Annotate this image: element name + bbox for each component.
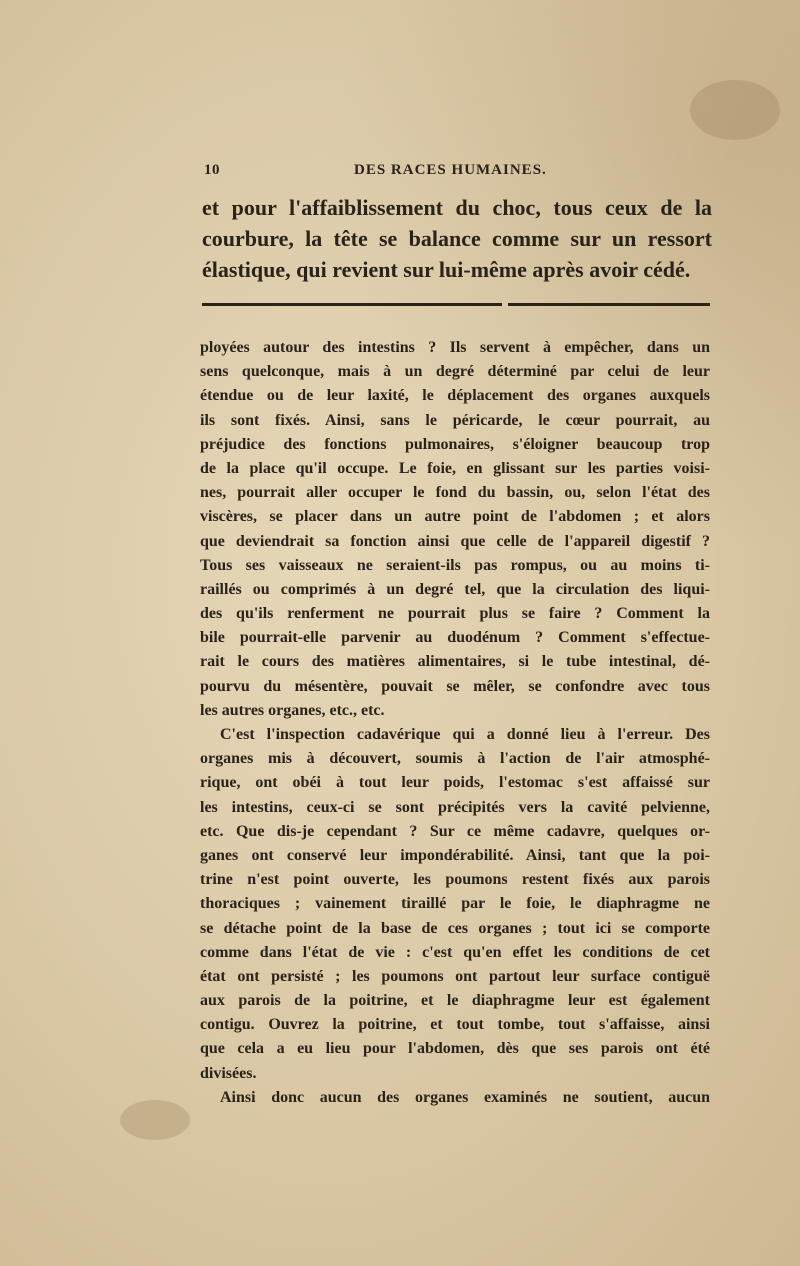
- body-text: [200, 336, 710, 1110]
- text-line: de la place qu'il occupe. Le foie, en glissant sur les parties voisi-: [200, 459, 710, 477]
- text-line: se détache point de la base de ces organes ; tout ici se comporte: [200, 919, 710, 937]
- text-line: courbure, la tête se balance comme sur un ressort: [202, 226, 712, 251]
- text-line: ils sont fixés. Ainsi, sans le péricarde, le cœur pourrait, au: [200, 411, 710, 429]
- section-rule: [202, 303, 710, 309]
- text-line: que cela a eu lieu pour l'abdomen, dès que ses parois ont été: [200, 1040, 710, 1058]
- text-line: les autres organes, etc., etc.: [200, 701, 385, 719]
- text-line: comme dans l'état de vie : c'est qu'en effet les conditions de cet: [200, 943, 710, 961]
- text-line: organes mis à découvert, soumis à l'action de l'air atmosphé-: [200, 750, 710, 768]
- text-line: que deviendrait sa fonction ainsi que celle de l'appareil digestif ?: [200, 532, 710, 550]
- text-line: aux parois de la poitrine, et le diaphragme leur est également: [200, 992, 710, 1010]
- running-title: DES RACES HUMAINES.: [354, 162, 547, 178]
- text-line: ployées autour des intestins ? Ils servent à empêcher, dans un: [200, 339, 710, 356]
- text-line: pourvu du mésentère, pouvait se mêler, se confondre avec tous: [200, 677, 710, 695]
- text-line: état ont persisté ; les poumons ont partout leur surface contiguë: [200, 967, 710, 985]
- page-number: 10: [204, 162, 220, 178]
- text-line: sens quelconque, mais à un degré déterminé par celui de leur: [200, 363, 710, 381]
- top-paragraph: [202, 192, 712, 285]
- text-line: préjudice des fonctions pulmonaires, s'éloigner beaucoup trop: [200, 435, 710, 453]
- text-line: élastique, qui revient sur lui-même après avoir cédé.: [202, 257, 691, 282]
- text-line: trine n'est point ouverte, les poumons restent fixés aux parois: [200, 871, 710, 889]
- text-line: etc. Que dis-je cependant ? Sur ce même cadavre, quelques or-: [200, 822, 710, 840]
- rule-segment: [508, 303, 710, 306]
- text-line: bile pourrait-elle parvenir au duodénum ? Comment s'effectue-: [200, 629, 710, 647]
- text-line: les intestins, ceux-ci se sont précipités vers la cavité pelvienne,: [200, 798, 710, 816]
- text-line: Ainsi donc aucun des organes examinés ne soutient, aucun: [220, 1088, 710, 1106]
- text-line: viscères, se placer dans un autre point de l'abdomen ; et alors: [200, 508, 710, 526]
- running-head: [204, 162, 712, 182]
- text-line: divisées.: [200, 1064, 257, 1082]
- text-line: ganes ont conservé leur impondérabilité. Ainsi, tant que la poi-: [200, 846, 710, 864]
- rule-segment: [202, 303, 502, 306]
- text-line: thoraciques ; vainement tiraillé par le foie, le diaphragme ne: [200, 895, 710, 913]
- text-line: Tous ses vaisseaux ne seraient-ils pas rompus, ou au moins ti-: [200, 556, 710, 574]
- text-line: contigu. Ouvrez la poitrine, et tout tombe, tout s'affaisse, ainsi: [200, 1016, 710, 1034]
- text-line: nes, pourrait aller occuper le fond du bassin, ou, selon l'état des: [200, 484, 710, 502]
- text-line: et pour l'affaiblissement du choc, tous ceux de la: [202, 195, 712, 220]
- text-line: C'est l'inspection cadavérique qui a donné lieu à l'erreur. Des: [220, 726, 710, 743]
- text-line: étendue ou de leur laxité, le déplacement des organes auxquels: [200, 387, 710, 405]
- text-line: rique, ont obéi à tout leur poids, l'estomac s'est affaissé sur: [200, 774, 710, 792]
- text-line: des qu'ils renferment ne pourrait plus se faire ? Comment la: [200, 605, 710, 623]
- text-line: rait le cours des matières alimentaires, si le tube intestinal, dé-: [200, 653, 710, 671]
- text-line: raillés ou comprimés à un degré tel, que la circulation des liqui-: [200, 580, 710, 598]
